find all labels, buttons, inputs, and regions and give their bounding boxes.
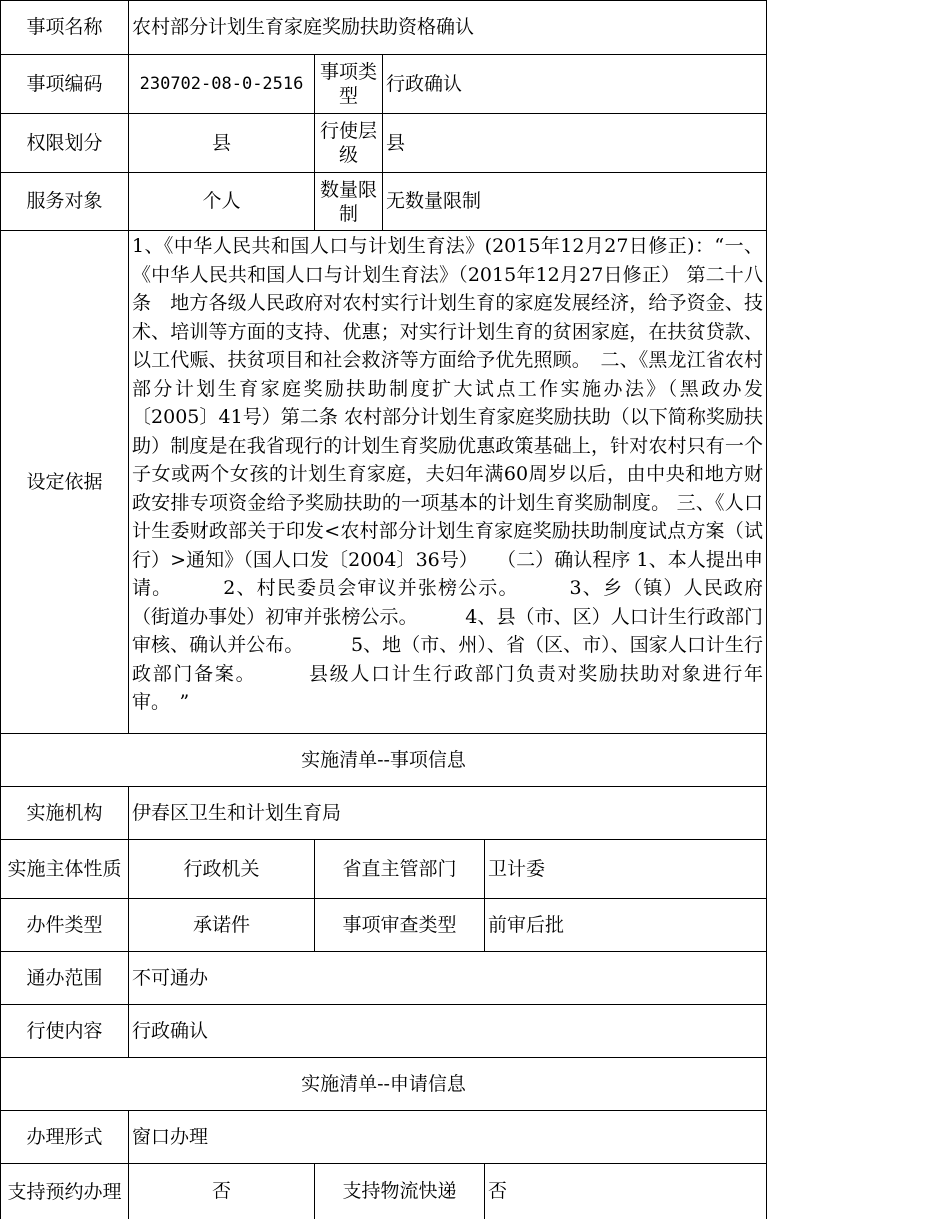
item-type-value: 行政确认 [386,72,463,95]
provincial-dept-label: 省直主管部门 [342,857,457,880]
review-type-label: 事项审查类型 [342,913,457,936]
appointment-value: 否 [211,1180,231,1202]
item-name-label: 事项名称 [26,16,103,38]
service-target-value: 个人 [202,190,241,212]
quantity-limit-label: 数量限制 [319,178,377,225]
authority-label: 权限划分 [26,131,103,154]
provincial-dept-value: 卫计委 [488,857,546,880]
impl-subject-nature-label: 实施主体性质 [7,858,122,880]
exercise-content-value: 行政确认 [132,1019,209,1042]
item-name-value: 农村部分计划生育家庭奖励扶助资格确认 [132,16,475,38]
general-scope-value: 不可通办 [132,966,209,989]
handling-form-value: 窗口办理 [132,1125,209,1148]
section-title-apply-info: 实施清单--申请信息 [301,1072,466,1095]
authority-value: 县 [211,131,231,154]
item-type-label: 事项类型 [319,61,377,107]
exercise-level-value: 县 [386,131,406,154]
item-code-label: 事项编码 [26,72,103,95]
general-scope-label: 通办范围 [26,966,103,989]
service-target-label: 服务对象 [26,190,103,212]
case-type-value: 承诺件 [192,913,250,936]
impl-org-label: 实施机构 [26,801,103,824]
impl-org-value: 伊春区卫生和计划生育局 [132,801,342,824]
express-delivery-label: 支持物流快递 [342,1180,457,1202]
appointment-label: 支持预约办理 [7,1180,122,1203]
impl-subject-nature-value: 行政机关 [183,857,260,880]
review-type-value: 前审后批 [488,913,565,936]
legal-basis-text: 1、《中华人民共和国人口与计划生育法》(2015年12月27日修正)：“一、《中华人民共和国人口与计划生育法》（2015年12月27日修正） 第二十八条 地方各级人民政府对农村实行计划生育的家庭发展经济，给予资金、技术、培训等方面的支持、优惠；对实行计划生育的贫困家庭，在扶贫贷款、以工代赈、扶贫项目和社会救济等方面给予优先照顾。 二、《黑龙江省农村部分计划生育家庭奖励扶助制度扩大试点工作实施办法》（黑政办发〔2005〕41号）第二条 农村部分计划生育家庭奖励扶助（以下简称奖励扶助）制度是在我省现行的计划生育奖励优惠政策基础上，针对农村只有一个子女或两个女孩的计划生育家庭，夫妇年满60周岁以后，由中央和地方财政安排专项资金给予奖励扶助的一项基本的计划生育奖励制度。 三、《人口计生委财政部关于印发<农村部分计划生育家庭奖励扶助制度试点方案（试行）>通知》（国人口发〔2004〕36号） （二）确认程序 1、本人提出申请。 2、村民委员会审议并张榜公示。 3、乡（镇）人民政府（街道办事处）初审并张榜公示。 4、县（市、区）人口计生行政部门审核、确认并公布。 5、地（市、州）、省（区、市）、国家人口计生行政部门备案。 县级人口计生行政部门负责对奖励扶助对象进行年审。 ” [132,235,763,713]
exercise-level-label: 行使层级 [319,120,377,166]
item-code-value: 230702-08-0-2516 [139,73,304,94]
legal-basis-label: 设定依据 [26,470,103,493]
case-type-label: 办件类型 [26,913,103,936]
handling-form-label: 办理形式 [26,1125,103,1148]
express-delivery-value: 否 [488,1180,508,1202]
section-title-item-info: 实施清单--事项信息 [301,748,466,771]
exercise-content-label: 行使内容 [26,1019,103,1042]
quantity-limit-value: 无数量限制 [386,190,482,212]
